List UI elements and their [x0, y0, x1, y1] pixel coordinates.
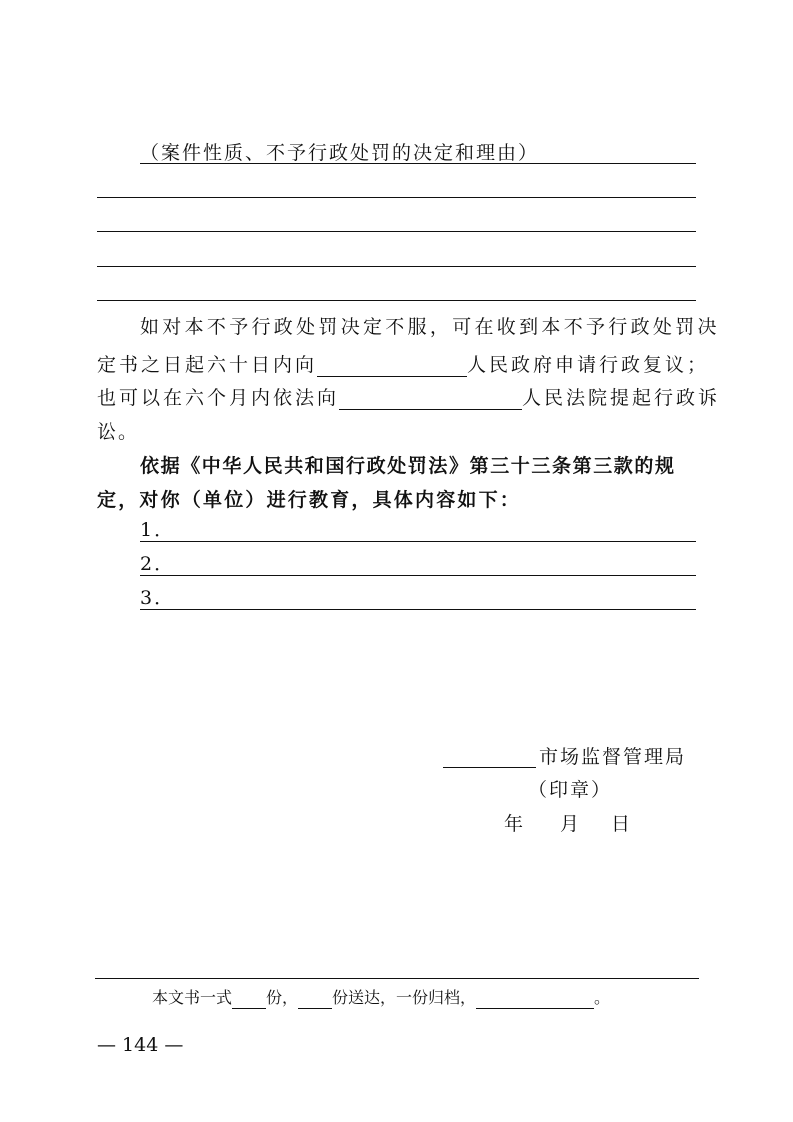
appeal-line-2 — [97, 353, 709, 377]
appeal-line-3-end: 人民法院提起行政诉 — [522, 387, 721, 409]
education-item-3: 3． — [140, 587, 176, 609]
footer-part-3: 份送达，一份归档， — [332, 988, 477, 1007]
footer-copies-note — [152, 987, 610, 1009]
government-name-blank — [317, 356, 467, 377]
date-year: 年 — [504, 813, 526, 835]
reason-caption-underline — [140, 163, 696, 164]
footer-part-4: 。 — [594, 988, 611, 1007]
footer-part-1: 本文书一式 — [152, 988, 233, 1007]
footer-divider — [95, 978, 699, 979]
copies-other-blank — [476, 990, 594, 1009]
appeal-line-2-end: 人民政府申请行政复议； — [467, 354, 710, 376]
education-line-2: 定，对你（单位）进行教育，具体内容如下： — [97, 489, 522, 511]
education-item-1: 1． — [140, 519, 176, 541]
footer-part-2: 份， — [266, 988, 299, 1007]
appeal-line-3 — [97, 386, 720, 410]
appeal-line-4: 讼。 — [97, 421, 140, 443]
reason-caption: （案件性质、不予行政处罚的决定和理由） — [140, 142, 540, 164]
appeal-line-2-start: 定书之日起六十日内向 — [97, 354, 318, 376]
seal-label: （印章） — [528, 779, 613, 801]
appeal-line-3-start: 也可以在六个月内依法向 — [97, 387, 340, 409]
authority-suffix: 市场监督管理局 — [539, 746, 687, 768]
reason-blank-line-1 — [97, 197, 696, 198]
copies-served-blank — [298, 990, 332, 1009]
reason-blank-line-2 — [97, 231, 696, 232]
education-line-1: 依据《中华人民共和国行政处罚法》第三十三条第三款的规 — [140, 455, 676, 477]
appeal-line-1: 如对本不予行政处罚决定不服，可在收到本不予行政处罚决 — [140, 316, 720, 338]
reason-blank-line-4 — [97, 300, 696, 301]
education-item-2: 2． — [140, 553, 176, 575]
court-name-blank — [339, 389, 522, 410]
date-month: 月 — [560, 813, 582, 835]
copies-total-blank — [232, 990, 266, 1009]
education-item-3-line — [140, 609, 696, 610]
education-item-1-line — [140, 541, 696, 542]
authority-name-blank — [443, 767, 536, 768]
page-number: — 144 — — [97, 1034, 184, 1056]
date-day: 日 — [611, 813, 633, 835]
education-item-2-line — [140, 575, 696, 576]
reason-blank-line-3 — [97, 266, 696, 267]
